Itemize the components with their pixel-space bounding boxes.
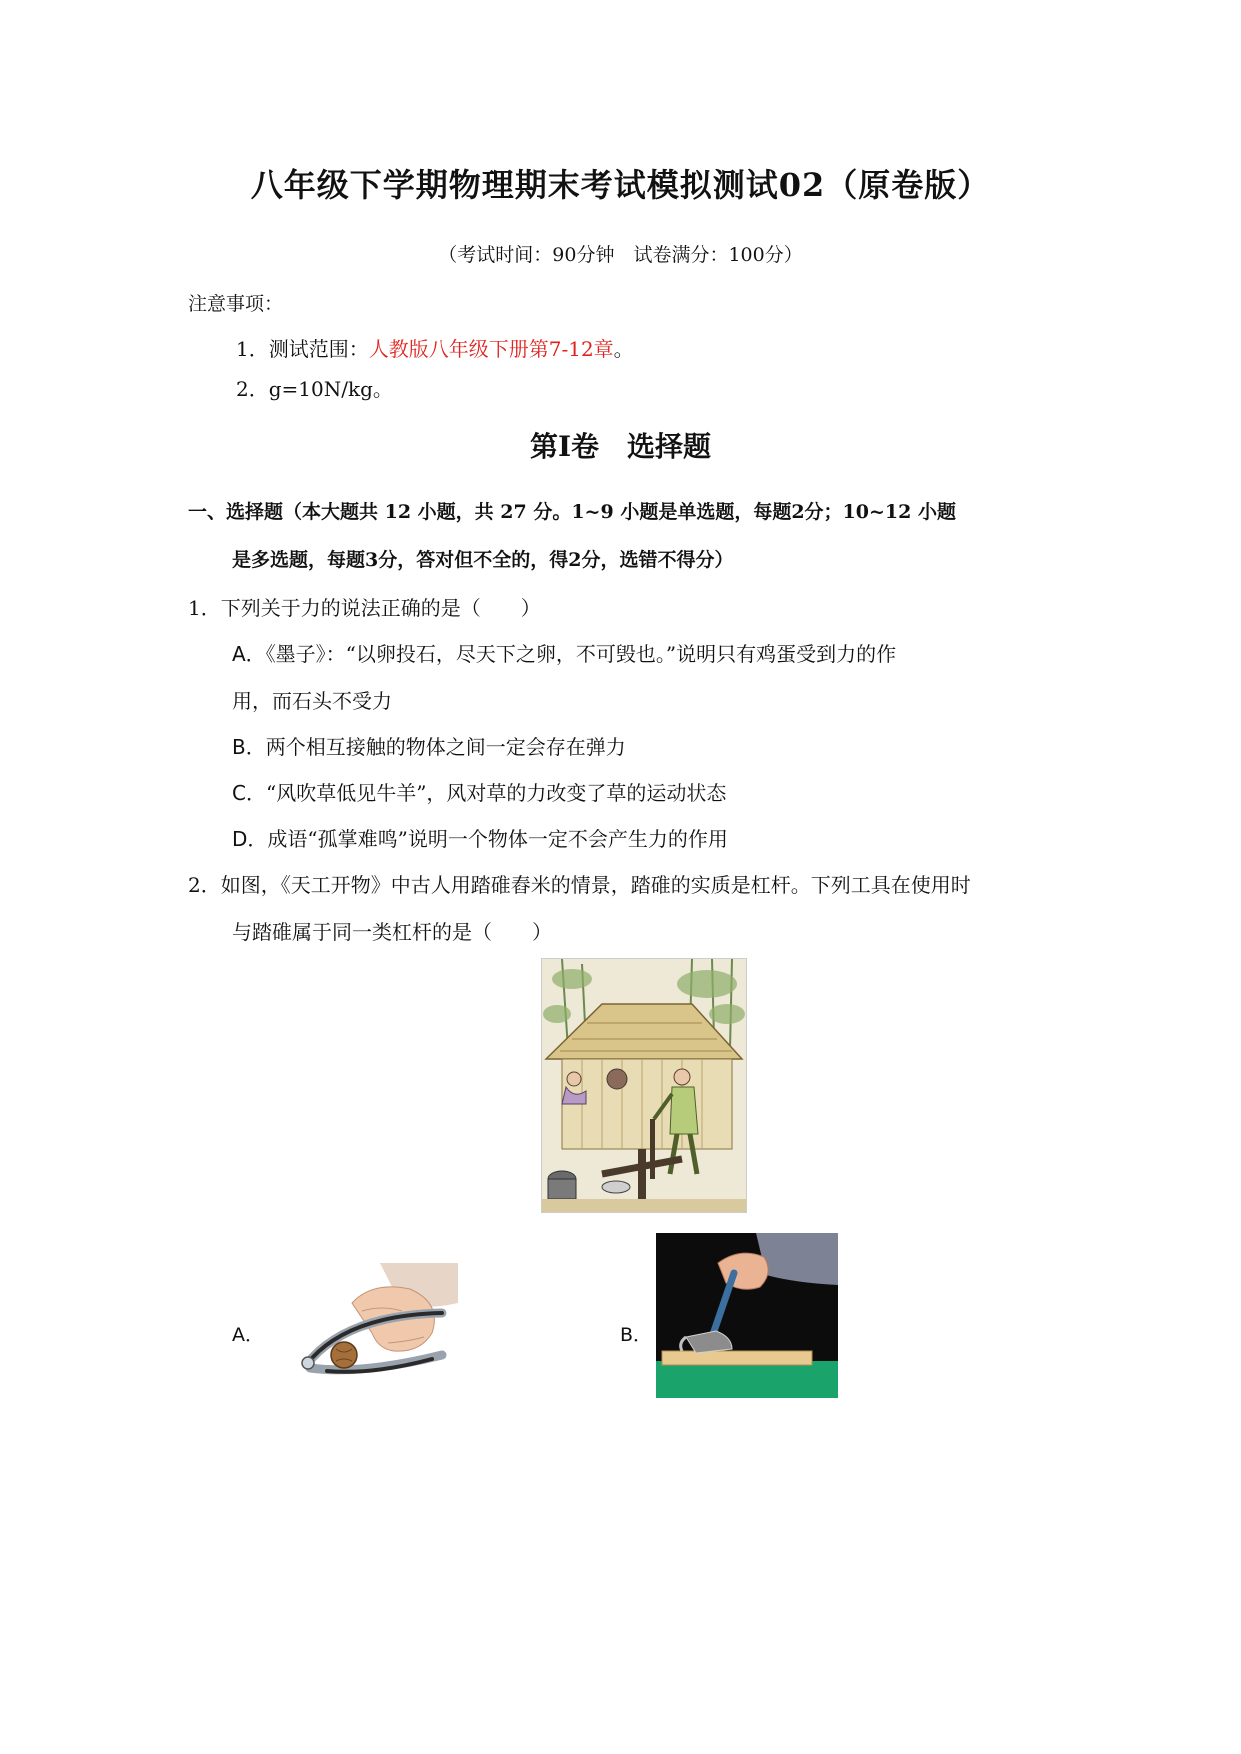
question-2-option-b-label: B．: [620, 1324, 653, 1346]
option-text: 两个相互接触的物体之间一定会存在弹力: [265, 735, 626, 759]
question-1-stem: 1．下列关于力的说法正确的是（ ）: [188, 596, 541, 620]
question-1-option-a-continued: 用，而石头不受力: [232, 689, 392, 713]
option-text: 成语“孤掌难鸣”说明一个物体一定不会产生力的作用: [267, 827, 728, 851]
option-text: “风吹草低见牛羊”，风对草的力改变了草的运动状态: [265, 781, 727, 805]
notice-item-number: 1．: [236, 337, 269, 361]
page-title: 八年级下学期物理期末考试模拟测试02（原卷版）: [250, 166, 991, 204]
notice-item-2: [236, 373, 393, 402]
notice-scope-highlight: 人教版八年级下册第7-12章: [368, 337, 614, 361]
question-1-option-c: [232, 777, 726, 806]
option-label: A．: [232, 642, 266, 666]
notice-heading: 注意事项：: [188, 293, 284, 315]
hammer-image: [656, 1233, 838, 1398]
question-2-stem-line-2: 与踏碓属于同一类杠杆的是（ ）: [232, 920, 552, 944]
option-text: 《墨子》：“以卵投石，尽天下之卵，不可毁也。”说明只有鸡蛋受到力的作: [265, 642, 897, 666]
notice-item-1: [236, 333, 634, 362]
option-label: B．: [232, 735, 266, 759]
option-label: D．: [232, 827, 268, 851]
question-2-option-a-label: A．: [232, 1324, 264, 1346]
question-2-stem-line-1: 2．如图，《天工开物》中古人用踏碓舂米的情景，踏碓的实质是杠杆。下列工具在使用时: [188, 873, 971, 897]
question-1-option-a: [232, 638, 896, 667]
notice-item-suffix: 。: [613, 337, 634, 361]
question-1-option-b: [232, 731, 626, 760]
nutcracker-image: [292, 1263, 458, 1398]
notice-item-text: g=10N/kg。: [268, 377, 393, 401]
section-title: 第Ⅰ卷 选择题: [529, 430, 712, 463]
treadle-pestle-illustration: [541, 958, 747, 1213]
notice-item-number: 2．: [236, 377, 269, 401]
option-label: C．: [232, 781, 266, 805]
part-instructions-line-2: 是多选题，每题3分，答对但不全的，得2分，选错不得分）: [232, 549, 734, 571]
part-instructions-line-1: 一、选择题（本大题共 12 小题，共 27 分。1~9 小题是单选题，每题2分；10~12 小题: [188, 501, 956, 523]
exam-info: （考试时间：90分钟 试卷满分：100分）: [438, 244, 803, 266]
notice-item-prefix: 测试范围：: [268, 337, 369, 361]
question-1-option-d: [232, 823, 728, 852]
